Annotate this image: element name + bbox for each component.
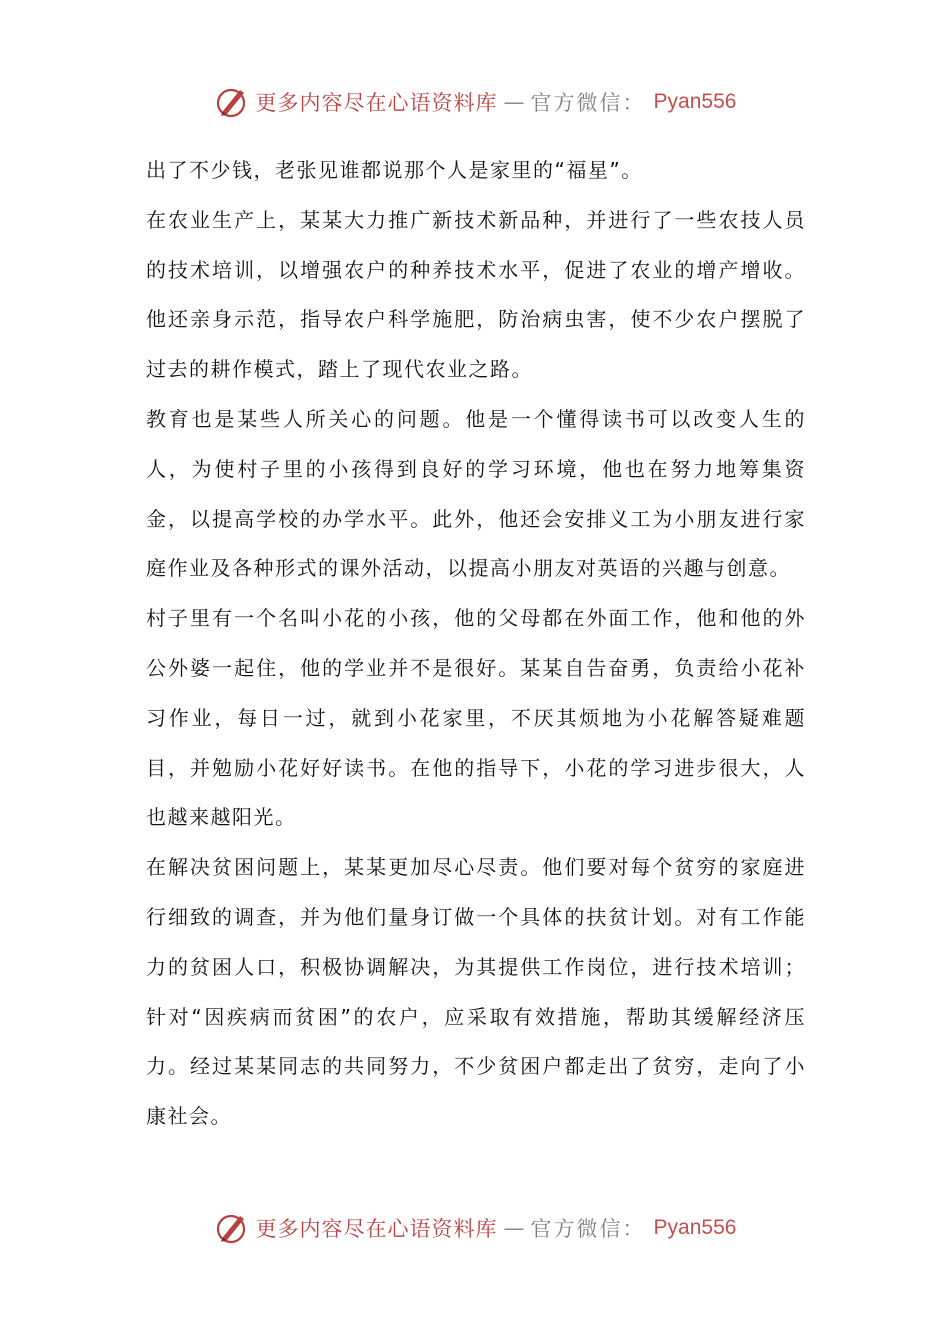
footer-banner: [0, 1210, 950, 1246]
paragraph: 在解决贫困问题上，某某更加尽心尽责。他们要对每个贫穷的家庭进行细致的调查，并为他们量身订做一个具体的扶贫计划。对有工作能力的贫困人口，积极协调解决，为其提供工作岗位，进行技术培训；针对“因疾病而贫困”的农户，应采取有效措施，帮助其缓解经济压力。经过某某同志的共同努力，不少贫困户都走出了贫穷，走向了小康社会。: [146, 855, 806, 1129]
banner-brand-text: 更多内容尽在心语资料库: [255, 1217, 498, 1241]
banner-separator: —: [503, 90, 525, 114]
wechat-id: Pyan556: [653, 90, 737, 113]
banner-separator: —: [503, 1216, 525, 1240]
paragraph: 教育也是某些人所关心的问题。他是一个懂得读书可以改变人生的人，为使村子里的小孩得到良好的学习环境，他也在努力地筹集资金，以提高学校的办学水平。此外，他还会安排义工为小朋友进行家庭作业及各种形式的课外活动，以提高小朋友对英语的兴趣与创意。: [146, 406, 806, 581]
banner-brand-text: 更多内容尽在心语资料库: [255, 91, 498, 115]
wechat-label: 官方微信：: [530, 1217, 646, 1241]
pen-logo-icon: [214, 1210, 250, 1246]
paragraph: 村子里有一个名叫小花的小孩，他的父母都在外面工作，他和他的外公外婆一起住，他的学业并不是很好。某某自告奋勇，负责给小花补习作业，每日一过，就到小花家里，不厌其烦地为小花解答疑难题目，并勉励小花好好读书。在他的指导下，小花的学习进步很大，人也越来越阳光。: [146, 606, 806, 830]
header-banner: [0, 84, 950, 120]
wechat-id: Pyan556: [653, 1216, 737, 1239]
paragraph: 出了不少钱，老张见谁都说那个人是家里的“福星”。: [146, 158, 643, 182]
document-body: [146, 146, 806, 1142]
pen-logo-icon: [214, 84, 250, 120]
paragraph: 在农业生产上，某某大力推广新技术新品种，并进行了一些农技人员的技术培训，以增强农户的种养技术水平，促进了农业的增产增收。他还亲身示范，指导农户科学施肥，防治病虫害，使不少农户摆脱了过去的耕作模式，踏上了现代农业之路。: [146, 207, 806, 382]
wechat-label: 官方微信：: [530, 91, 646, 115]
